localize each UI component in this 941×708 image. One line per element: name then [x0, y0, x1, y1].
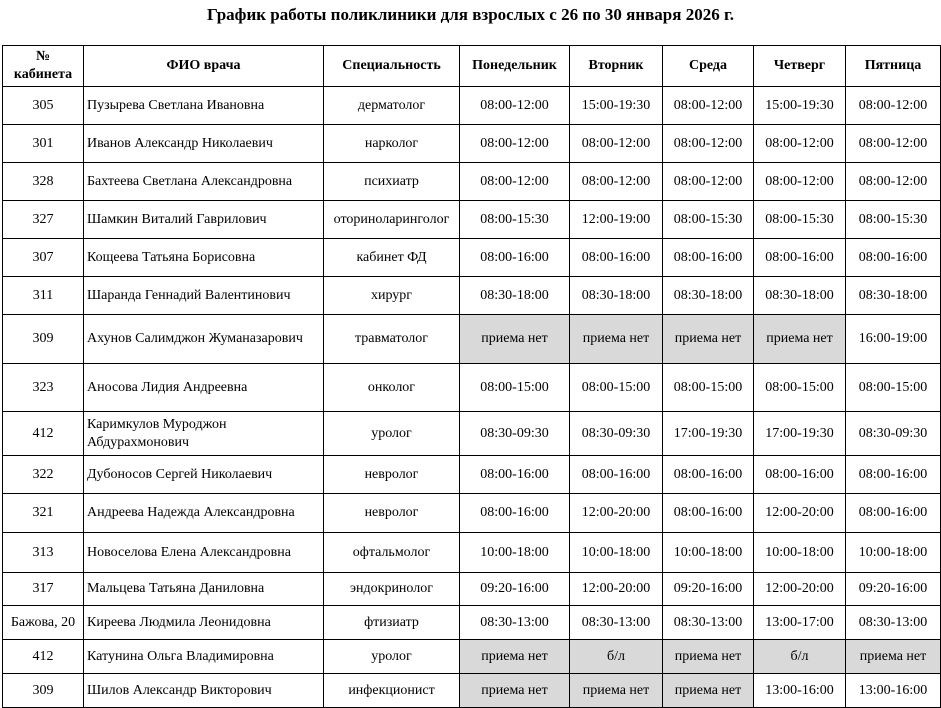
cell-thursday: 08:00-15:00	[754, 364, 846, 412]
cell-tuesday: приема нет	[570, 315, 663, 364]
cell-cabinet: 309	[3, 315, 84, 364]
table-row	[3, 201, 941, 239]
table-row	[3, 606, 941, 640]
table-row	[3, 364, 941, 412]
cell-wednesday: 08:00-15:30	[663, 201, 754, 239]
header-day-friday: Пятница	[846, 46, 941, 87]
cell-thursday: 12:00-20:00	[754, 494, 846, 533]
cell-cabinet: 412	[3, 412, 84, 456]
cell-friday: 16:00-19:00	[846, 315, 941, 364]
cell-monday: 08:00-12:00	[460, 125, 570, 163]
cell-friday: 08:00-16:00	[846, 494, 941, 533]
cell-wednesday: 08:30-13:00	[663, 606, 754, 640]
cell-friday: 09:20-16:00	[846, 573, 941, 606]
header-day-wednesday: Среда	[663, 46, 754, 87]
cell-friday: 08:00-16:00	[846, 456, 941, 494]
cell-doctor: Пузырева Светлана Ивановна	[84, 87, 324, 125]
cell-specialty: психиатр	[324, 163, 460, 201]
cell-wednesday: приема нет	[663, 640, 754, 674]
cell-doctor: Мальцева Татьяна Даниловна	[84, 573, 324, 606]
cell-specialty: нарколог	[324, 125, 460, 163]
cell-friday: 13:00-16:00	[846, 674, 941, 708]
cell-specialty: эндокринолог	[324, 573, 460, 606]
header-cabinet-line2: кабинета	[13, 67, 73, 82]
cell-specialty: хирург	[324, 277, 460, 315]
cell-specialty: уролог	[324, 640, 460, 674]
cell-doctor: Андреева Надежда Александровна	[84, 494, 324, 533]
cell-wednesday: 08:00-12:00	[663, 163, 754, 201]
table-row	[3, 239, 941, 277]
cell-tuesday: 08:30-09:30	[570, 412, 663, 456]
table-row	[3, 277, 941, 315]
table-row	[3, 456, 941, 494]
header-cabinet-line1: №	[35, 49, 51, 64]
cell-specialty: офтальмолог	[324, 533, 460, 573]
header-cabinet	[3, 46, 84, 87]
cell-cabinet: 307	[3, 239, 84, 277]
table-row	[3, 315, 941, 364]
cell-tuesday: 15:00-19:30	[570, 87, 663, 125]
cell-monday: 08:30-09:30	[460, 412, 570, 456]
table-row	[3, 494, 941, 533]
cell-wednesday: приема нет	[663, 315, 754, 364]
cell-cabinet: 317	[3, 573, 84, 606]
cell-friday: 08:00-15:30	[846, 201, 941, 239]
cell-doctor: Кощеева Татьяна Борисовна	[84, 239, 324, 277]
cell-friday: 10:00-18:00	[846, 533, 941, 573]
cell-cabinet: 301	[3, 125, 84, 163]
cell-tuesday: 08:30-13:00	[570, 606, 663, 640]
cell-tuesday: 08:00-16:00	[570, 239, 663, 277]
cell-friday: 08:00-12:00	[846, 87, 941, 125]
cell-wednesday: 08:30-18:00	[663, 277, 754, 315]
cell-cabinet: 327	[3, 201, 84, 239]
cell-tuesday: приема нет	[570, 674, 663, 708]
cell-cabinet: 412	[3, 640, 84, 674]
cell-tuesday: 12:00-20:00	[570, 494, 663, 533]
cell-specialty: фтизиатр	[324, 606, 460, 640]
cell-cabinet: 309	[3, 674, 84, 708]
table-row	[3, 163, 941, 201]
cell-cabinet: Бажова, 20	[3, 606, 84, 640]
cell-thursday: 08:00-15:30	[754, 201, 846, 239]
cell-tuesday: б/л	[570, 640, 663, 674]
cell-thursday: 10:00-18:00	[754, 533, 846, 573]
cell-friday: приема нет	[846, 640, 941, 674]
cell-wednesday: 08:00-12:00	[663, 125, 754, 163]
table-row	[3, 640, 941, 674]
cell-cabinet: 322	[3, 456, 84, 494]
cell-wednesday: приема нет	[663, 674, 754, 708]
header-day-monday: Понедельник	[460, 46, 570, 87]
cell-tuesday: 12:00-20:00	[570, 573, 663, 606]
cell-doctor: Каримкулов Муроджон Абдурахмонович	[84, 412, 324, 456]
cell-tuesday: 08:00-15:00	[570, 364, 663, 412]
cell-wednesday: 17:00-19:30	[663, 412, 754, 456]
table-row	[3, 412, 941, 456]
cell-tuesday: 08:00-16:00	[570, 456, 663, 494]
table-row	[3, 87, 941, 125]
header-doctor: ФИО врача	[84, 46, 324, 87]
cell-wednesday: 08:00-16:00	[663, 456, 754, 494]
cell-thursday: 08:00-12:00	[754, 125, 846, 163]
header-row	[3, 46, 941, 87]
cell-monday: 08:00-12:00	[460, 163, 570, 201]
cell-thursday: б/л	[754, 640, 846, 674]
schedule-table	[2, 45, 941, 708]
cell-specialty: инфекционист	[324, 674, 460, 708]
cell-thursday: 08:00-16:00	[754, 456, 846, 494]
cell-tuesday: 08:00-12:00	[570, 125, 663, 163]
cell-wednesday: 08:00-16:00	[663, 239, 754, 277]
cell-friday: 08:30-13:00	[846, 606, 941, 640]
cell-friday: 08:30-09:30	[846, 412, 941, 456]
table-row	[3, 573, 941, 606]
cell-tuesday: 10:00-18:00	[570, 533, 663, 573]
table-row	[3, 533, 941, 573]
table-row	[3, 125, 941, 163]
cell-doctor: Бахтеева Светлана Александровна	[84, 163, 324, 201]
cell-monday: приема нет	[460, 674, 570, 708]
cell-friday: 08:00-12:00	[846, 125, 941, 163]
cell-monday: 08:00-16:00	[460, 456, 570, 494]
cell-thursday: 08:00-12:00	[754, 163, 846, 201]
cell-monday: 09:20-16:00	[460, 573, 570, 606]
cell-specialty: кабинет ФД	[324, 239, 460, 277]
cell-specialty: дерматолог	[324, 87, 460, 125]
cell-monday: 08:00-16:00	[460, 239, 570, 277]
cell-doctor: Дубоносов Сергей Николаевич	[84, 456, 324, 494]
cell-thursday: 13:00-16:00	[754, 674, 846, 708]
cell-thursday: 15:00-19:30	[754, 87, 846, 125]
cell-doctor: Шамкин Виталий Гаврилович	[84, 201, 324, 239]
cell-monday: 10:00-18:00	[460, 533, 570, 573]
cell-monday: 08:00-15:00	[460, 364, 570, 412]
cell-wednesday: 10:00-18:00	[663, 533, 754, 573]
cell-tuesday: 12:00-19:00	[570, 201, 663, 239]
cell-doctor: Шилов Александр Викторович	[84, 674, 324, 708]
cell-monday: приема нет	[460, 640, 570, 674]
cell-cabinet: 323	[3, 364, 84, 412]
cell-doctor: Киреева Людмила Леонидовна	[84, 606, 324, 640]
header-specialty: Специальность	[324, 46, 460, 87]
cell-specialty: невролог	[324, 494, 460, 533]
cell-friday: 08:00-12:00	[846, 163, 941, 201]
cell-wednesday: 08:00-16:00	[663, 494, 754, 533]
cell-monday: 08:00-15:30	[460, 201, 570, 239]
cell-cabinet: 321	[3, 494, 84, 533]
header-day-tuesday: Вторник	[570, 46, 663, 87]
cell-thursday: 08:30-18:00	[754, 277, 846, 315]
cell-monday: приема нет	[460, 315, 570, 364]
cell-wednesday: 09:20-16:00	[663, 573, 754, 606]
cell-specialty: онколог	[324, 364, 460, 412]
cell-doctor: Новоселова Елена Александровна	[84, 533, 324, 573]
cell-doctor: Ахунов Салимджон Жуманазарович	[84, 315, 324, 364]
cell-thursday: приема нет	[754, 315, 846, 364]
cell-specialty: травматолог	[324, 315, 460, 364]
cell-specialty: невролог	[324, 456, 460, 494]
cell-cabinet: 305	[3, 87, 84, 125]
cell-thursday: 13:00-17:00	[754, 606, 846, 640]
cell-tuesday: 08:30-18:00	[570, 277, 663, 315]
table-row	[3, 674, 941, 708]
cell-cabinet: 328	[3, 163, 84, 201]
cell-friday: 08:00-16:00	[846, 239, 941, 277]
table-header	[3, 46, 941, 87]
cell-thursday: 12:00-20:00	[754, 573, 846, 606]
cell-cabinet: 313	[3, 533, 84, 573]
cell-specialty: оториноларинголог	[324, 201, 460, 239]
cell-friday: 08:00-15:00	[846, 364, 941, 412]
cell-wednesday: 08:00-15:00	[663, 364, 754, 412]
cell-thursday: 08:00-16:00	[754, 239, 846, 277]
cell-doctor: Иванов Александр Николаевич	[84, 125, 324, 163]
cell-tuesday: 08:00-12:00	[570, 163, 663, 201]
cell-monday: 08:00-16:00	[460, 494, 570, 533]
cell-monday: 08:30-13:00	[460, 606, 570, 640]
cell-cabinet: 311	[3, 277, 84, 315]
cell-doctor: Катунина Ольга Владимировна	[84, 640, 324, 674]
cell-doctor: Шаранда Геннадий Валентинович	[84, 277, 324, 315]
cell-monday: 08:30-18:00	[460, 277, 570, 315]
cell-doctor: Аносова Лидия Андреевна	[84, 364, 324, 412]
cell-specialty: уролог	[324, 412, 460, 456]
table-body	[3, 87, 941, 708]
cell-wednesday: 08:00-12:00	[663, 87, 754, 125]
header-day-thursday: Четверг	[754, 46, 846, 87]
cell-monday: 08:00-12:00	[460, 87, 570, 125]
cell-thursday: 17:00-19:30	[754, 412, 846, 456]
page-title: График работы поликлиники для взрослых с 26 по 30 января 2026 г.	[206, 5, 735, 24]
cell-friday: 08:30-18:00	[846, 277, 941, 315]
